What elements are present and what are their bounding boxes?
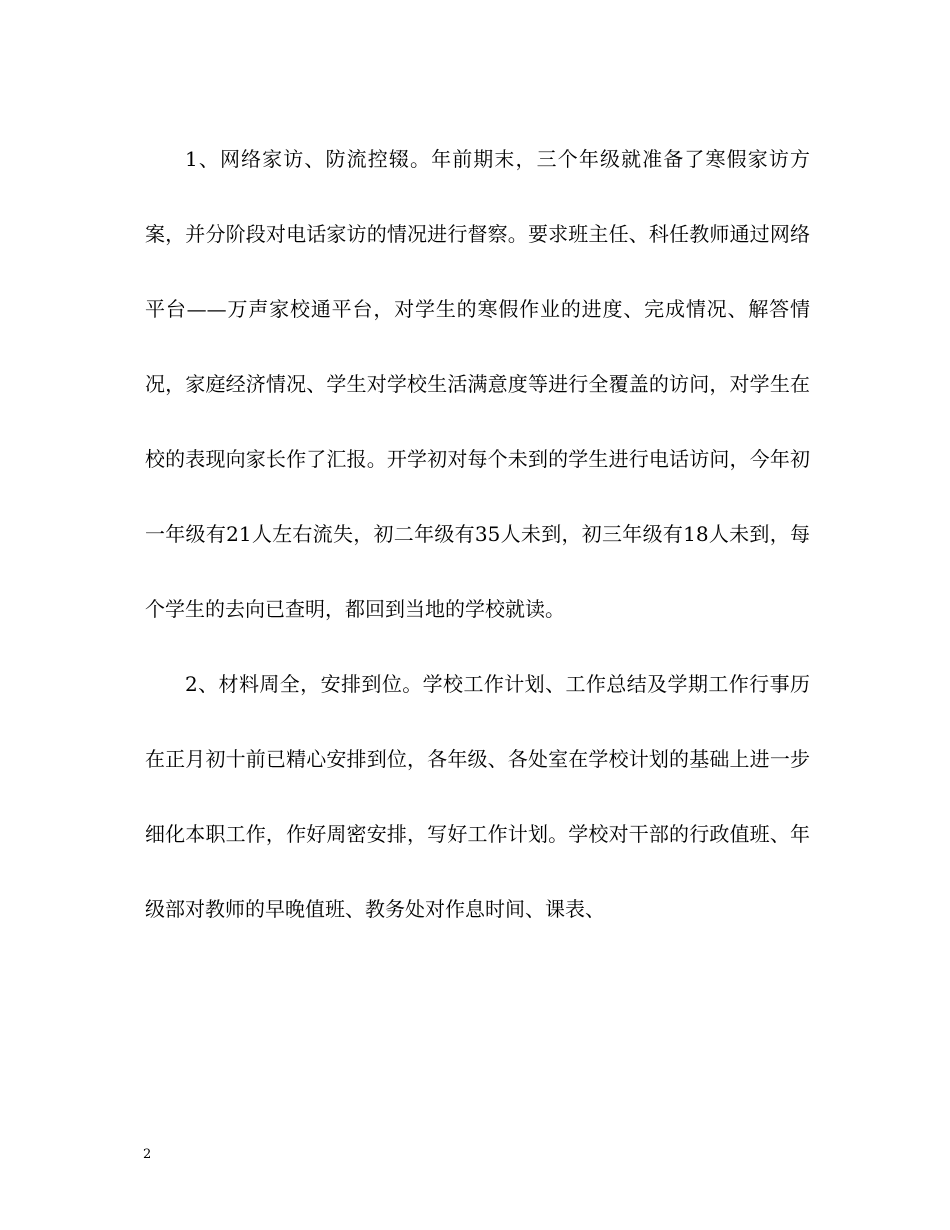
- paragraph-2: 2、材料周全，安排到位。学校工作计划、工作总结及学期工作行事历在正月初十前已精心安排到位，各年级、各处室在学校计划的基础上进一步细化本职工作，作好周密安排，写好工作计划。学校对干部的行政值班、年级部对教师的早晚值班、教务处对作息时间、课表、: [145, 672, 810, 921]
- page-number: 2: [143, 1147, 152, 1162]
- paragraph-1: 1、网络家访、防流控辍。年前期末，三个年级就准备了寒假家访方案，并分阶段对电话家访的情况进行督察。要求班主任、科任教师通过网络平台——万声家校通平台，对学生的寒假作业的进度、完成情况、解答情况，家庭经济情况、学生对学校生活满意度等进行全覆盖的访问，对学生在校的表现向家长作了汇报。开学初对每个未到的学生进行电话访问，今年初一年级有21人左右流失，初二年级有35人未到，初三年级有18人未到，每个学生的去向已查明，都回到当地的学校就读。: [145, 147, 810, 621]
- document-body: [145, 122, 810, 947]
